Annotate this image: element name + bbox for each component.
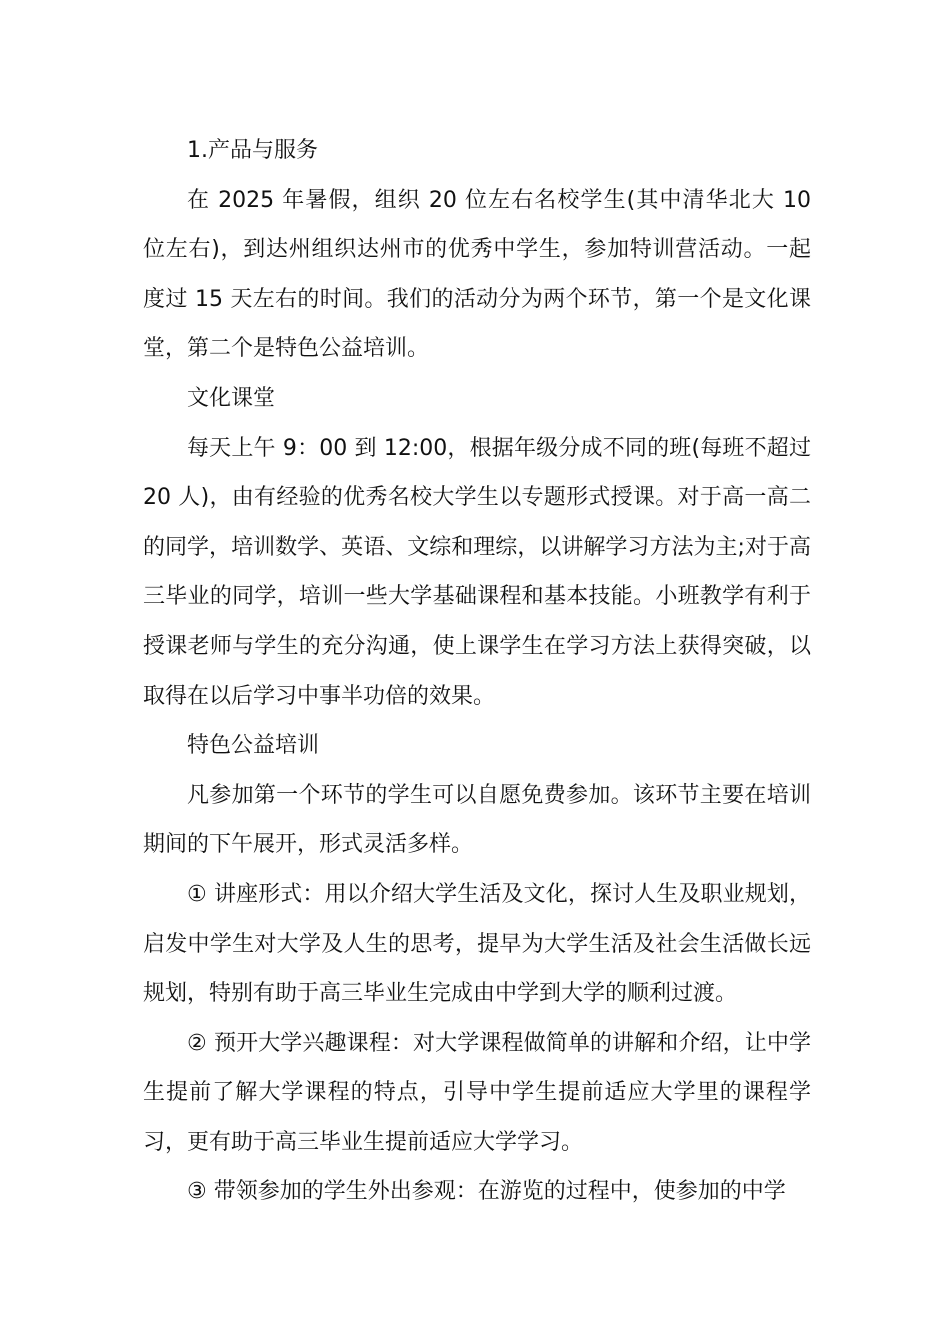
document-page	[143, 126, 811, 1217]
section-heading-public-training: 特色公益培训	[187, 733, 320, 759]
section-heading-culture-class: 文化课堂	[187, 385, 276, 411]
section-heading-products: 1.产品与服务	[187, 138, 318, 163]
paragraph-field-visit: ③ 带领参加的学生外出参观：在游览的过程中，使参加的中学	[187, 1179, 786, 1205]
paragraph-summer-camp: 在 2025 年暑假，组织 20 位左右名校学生(其中清华北大 10 位左右)，到达州组织达州市的优秀中学生，参加特训营活动。一起度过 15 天左右的时间。我们的活动分为两个环节，第一个是文化课堂，第二个是特色公益培训。	[143, 187, 811, 362]
paragraph-culture-class: 每天上午 9：00 到 12:00，根据年级分成不同的班(每班不超过 20 人)，由有经验的优秀名校大学生以专题形式授课。对于高一高二的同学，培训数学、英语、文综和理综，以讲解学习方法为主;对于高三毕业的同学，培训一些大学基础课程和基本技能。小班教学有利于授课老师与学生的充分沟通，使上课学生在学习方法上获得突破，以取得在以后学习中事半功倍的效果。	[143, 435, 811, 709]
paragraph-lecture-format: ① 讲座形式：用以介绍大学生活及文化，探讨人生及职业规划，启发中学生对大学及人生的思考，提早为大学生活及社会生活做长远规划，特别有助于高三毕业生完成由中学到大学的顺利过渡。	[143, 881, 811, 1007]
paragraph-public-training: 凡参加第一个环节的学生可以自愿免费参加。该环节主要在培训期间的下午展开，形式灵活多样。	[143, 782, 811, 858]
paragraph-interest-courses: ② 预开大学兴趣课程：对大学课程做简单的讲解和介绍，让中学生提前了解大学课程的特点，引导中学生提前适应大学里的课程学习，更有助于高三毕业生提前适应大学学习。	[143, 1030, 811, 1155]
